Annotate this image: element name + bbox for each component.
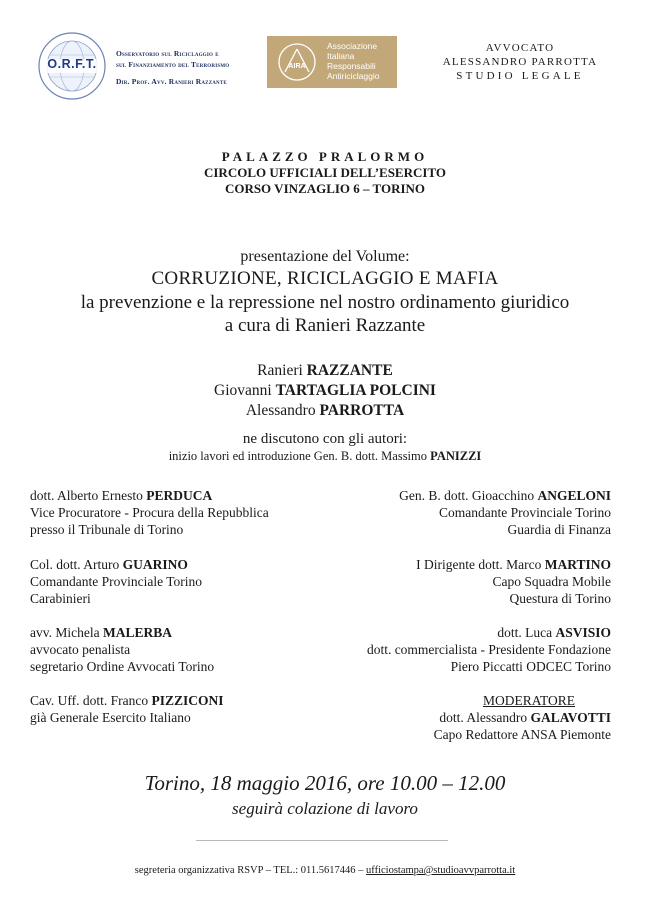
author-last-name: TARTAGLIA POLCINI	[275, 382, 436, 399]
author	[0, 361, 650, 381]
speaker-role: Capo Squadra Mobile	[492, 574, 611, 589]
author	[0, 381, 650, 401]
orft-logo	[36, 30, 108, 102]
speaker-left	[30, 556, 350, 607]
speaker-left	[30, 487, 350, 538]
speaker-right	[330, 624, 611, 675]
speaker-name-line	[330, 556, 611, 573]
law-firm-heading	[420, 41, 620, 83]
book-editor: a cura di Ranieri Razzante	[224, 315, 426, 336]
speaker-role: Guardia di Finanza	[507, 522, 611, 537]
author-first-name: Ranieri	[257, 362, 303, 379]
speaker-role: presso il Tribunale di Torino	[30, 522, 184, 537]
author	[0, 401, 650, 421]
speaker-name-line	[30, 487, 350, 504]
speaker-title: Cav. Uff. dott. Franco	[30, 693, 149, 708]
author-last-name: PARROTTA	[319, 402, 405, 419]
speaker-surname: PIZZICONI	[151, 693, 224, 708]
moderator-heading	[330, 692, 611, 709]
speaker-name-line	[330, 487, 611, 504]
speaker-left	[30, 692, 350, 726]
email-link[interactable]: ufficiostampa@studioavvparrotta.it	[366, 865, 516, 876]
speaker-role: Piero Piccatti ODCEC Torino	[450, 659, 611, 674]
aira-line: Antiriciclaggio	[327, 71, 380, 81]
speaker-role: Comandante Provinciale Torino	[30, 574, 203, 589]
aira-line: Italiana	[327, 51, 355, 61]
authors	[0, 361, 650, 421]
divider	[196, 840, 448, 841]
orft-director: Dir. Prof. Avv. Ranieri Razzante	[116, 77, 227, 86]
venue-club: CIRCOLO UFFICIALI DELL’ESERCITO	[203, 165, 446, 180]
speaker-title: Col. dott. Arturo	[30, 557, 120, 572]
event-note: seguirà colazione di lavoro	[232, 799, 418, 818]
author-first-name: Giovanni	[214, 382, 272, 399]
speaker-name-line	[30, 624, 350, 641]
speaker-role: Carabinieri	[30, 591, 91, 606]
venue-palace: PALAZZO PRALORMO	[221, 149, 429, 164]
aira-emblem-text: AIRA	[288, 63, 306, 70]
speaker-role: Questura di Torino	[509, 591, 611, 606]
aira-emblem-icon	[277, 42, 317, 82]
lawyer-title: AVVOCATO	[485, 42, 555, 54]
speaker-surname: ASVISIO	[555, 625, 611, 640]
author-last-name: RAZZANTE	[306, 362, 393, 379]
speaker-name-line	[30, 556, 350, 573]
opening-speaker-name: PANIZZI	[430, 449, 482, 463]
speaker-right	[330, 556, 611, 607]
speaker-role: Vice Procuratore - Procura della Repubblica	[30, 505, 269, 520]
speaker-title: avv. Michela	[30, 625, 100, 640]
event-date-time: Torino, 18 maggio 2016, ore 10.00 – 12.00	[144, 771, 506, 795]
speaker-right	[330, 487, 611, 538]
speaker-title: I Dirigente dott. Marco	[416, 557, 542, 572]
speaker-role: già Generale Esercito Italiano	[30, 710, 191, 725]
speaker-surname: PERDUCA	[146, 488, 213, 503]
venue	[0, 149, 650, 197]
speaker-surname: MARTINO	[544, 557, 611, 572]
speaker-name-line	[30, 692, 350, 709]
speaker-role: Comandante Provinciale Torino	[438, 505, 611, 520]
lawyer-name: ALESSANDRO PARROTTA	[442, 56, 598, 68]
speaker-surname: MALERBA	[102, 625, 172, 640]
book-subtitle: la prevenzione e la repressione nel nostro ordinamento giuridico	[80, 292, 570, 313]
law-firm-name: STUDIO LEGALE	[456, 70, 584, 82]
footer	[0, 864, 650, 878]
orft-line2: sul Finanziamento del Terrorismo	[116, 60, 230, 69]
discussion-intro: ne discutono con gli autori:	[242, 431, 408, 447]
aira-line: Responsabili	[327, 61, 376, 71]
speaker-role: segretario Ordine Avvocati Torino	[30, 659, 215, 674]
orft-logo-text: O.R.F.T.	[47, 57, 97, 71]
book-title: CORRUZIONE, RICICLAGGIO E MAFIA	[151, 268, 499, 289]
discussion-opening	[0, 448, 650, 464]
book-presentation	[0, 247, 650, 337]
event-when	[0, 770, 650, 822]
discussion	[0, 430, 650, 464]
orft-line1: Osservatorio sul Riciclaggio e	[116, 49, 219, 58]
speaker-role: avvocato penalista	[30, 642, 131, 657]
footer-contact: segreteria organizzativa RSVP – TEL.: 011.5617446 –	[134, 865, 364, 876]
speaker-title: Gen. B. dott. Gioacchino	[399, 488, 535, 503]
speaker-name-line	[330, 709, 611, 726]
orft-text	[116, 48, 229, 87]
moderator	[330, 692, 611, 743]
presentation-intro: presentazione del Volume:	[240, 248, 410, 265]
author-first-name: Alessandro	[245, 402, 316, 419]
speaker-role: dott. commercialista - Presidente Fondazione	[366, 642, 611, 657]
aira-line: Associazione	[327, 41, 378, 51]
speaker-left	[30, 624, 350, 675]
speaker-surname: ANGELONI	[537, 488, 611, 503]
speaker-surname: GUARINO	[122, 557, 188, 572]
moderator-heading-text: MODERATORE	[482, 693, 575, 708]
venue-address: CORSO VINZAGLIO 6 – TORINO	[224, 181, 426, 196]
speaker-title: dott. Luca	[497, 625, 553, 640]
aira-text	[327, 41, 379, 81]
speaker-title: dott. Alessandro	[439, 710, 528, 725]
speaker-role: Capo Redattore ANSA Piemonte	[433, 727, 611, 742]
speaker-surname: GALAVOTTI	[530, 710, 611, 725]
opening-text: inizio lavori ed introduzione Gen. B. dott. Massimo	[168, 449, 427, 463]
speaker-title: dott. Alberto Ernesto	[30, 488, 143, 503]
aira-logo	[267, 36, 397, 88]
speaker-name-line	[330, 624, 611, 641]
